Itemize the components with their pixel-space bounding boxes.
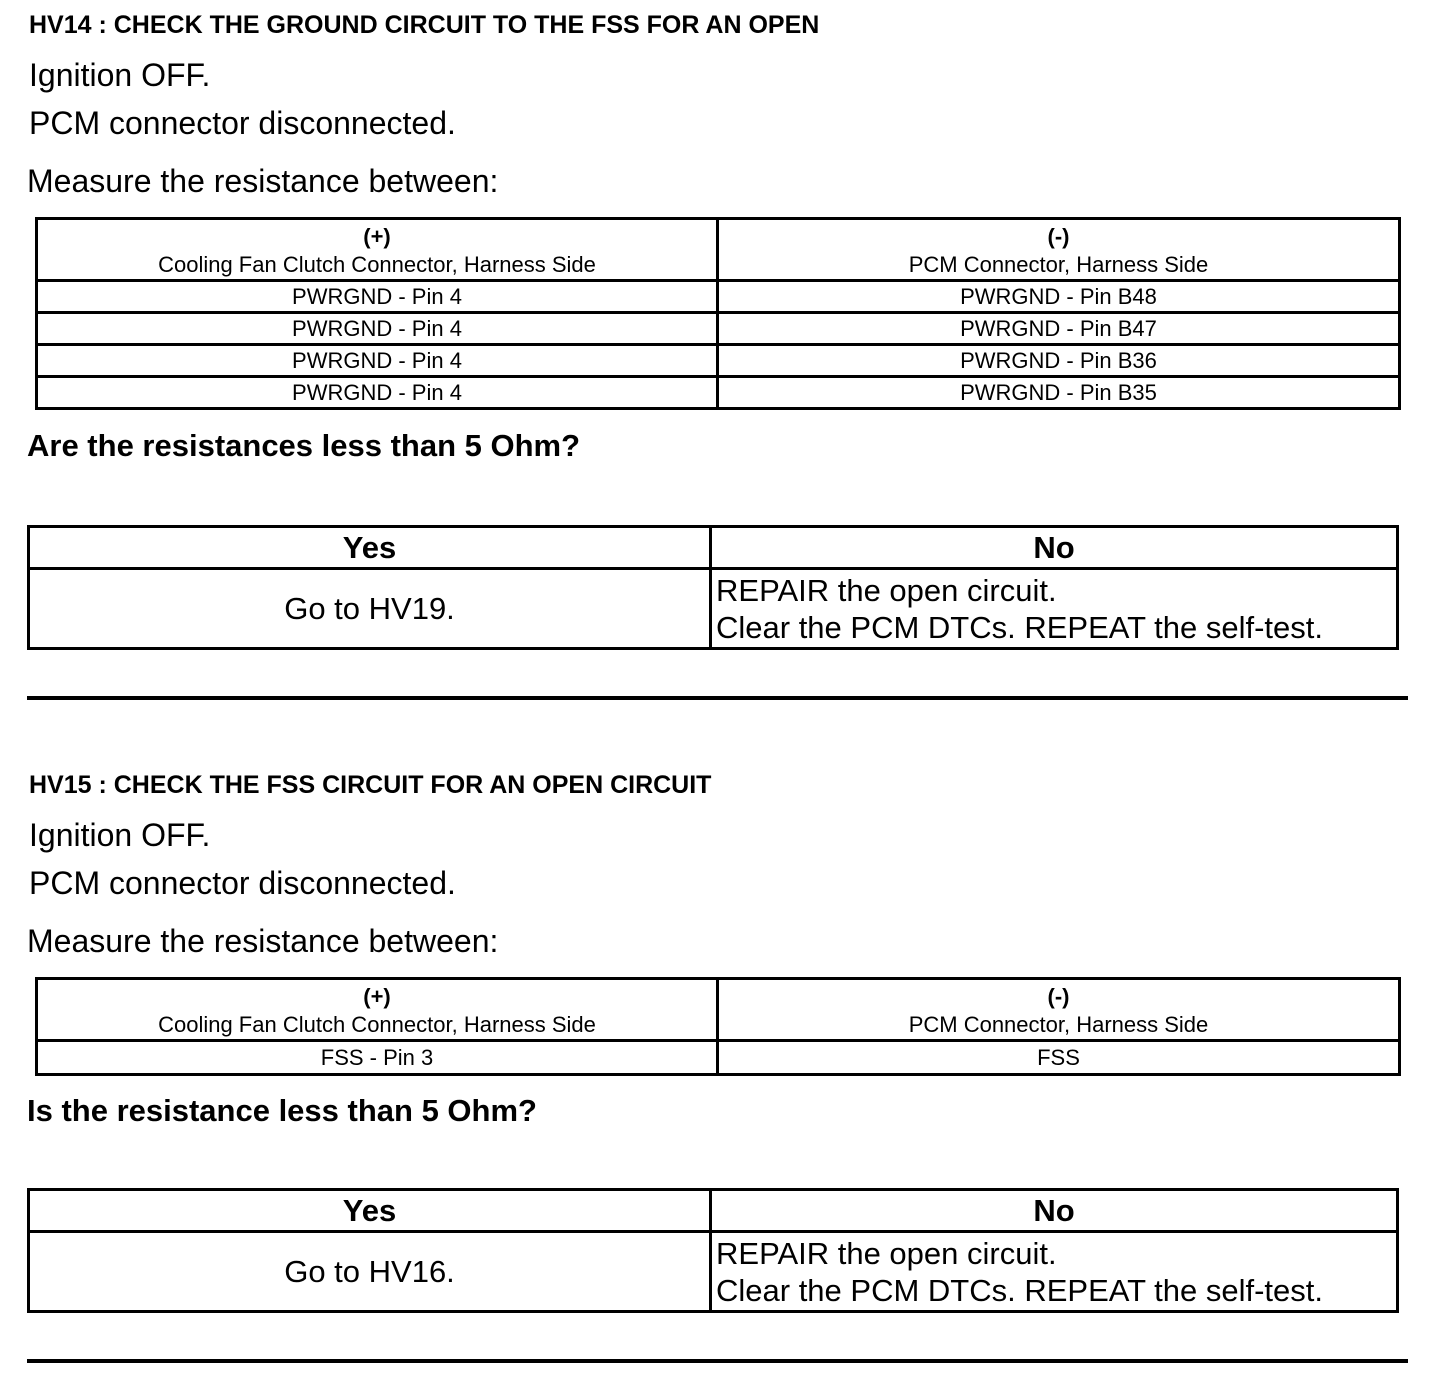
hv15-result-table: [27, 1188, 1399, 1313]
hv15-instruction: Measure the resistance between:: [27, 923, 499, 959]
no-action: [711, 569, 1398, 649]
hv15-measure-table: [35, 977, 1401, 1076]
yes-header: Yes: [29, 527, 711, 569]
positive-pin-cell: PWRGND - Pin 4: [37, 377, 718, 409]
result-header-row: [29, 527, 1398, 569]
positive-probe-label: Cooling Fan Clutch Connector, Harness Side: [158, 1011, 596, 1037]
positive-pin-cell: FSS - Pin 3: [37, 1041, 718, 1075]
negative-pin-cell: PWRGND - Pin B48: [718, 281, 1400, 313]
positive-probe-header: [37, 219, 718, 281]
positive-probe-header: [37, 979, 718, 1041]
table-row: [37, 377, 1400, 409]
positive-pin-cell: PWRGND - Pin 4: [37, 313, 718, 345]
no-action-line: Clear the PCM DTCs. REPEAT the self-test.: [716, 609, 1323, 645]
table-row: [37, 1041, 1400, 1075]
hv14-measure-table: [35, 217, 1401, 410]
negative-sign: (-): [1047, 983, 1070, 1009]
yes-action: Go to HV19.: [29, 569, 711, 649]
positive-probe-label: Cooling Fan Clutch Connector, Harness Side: [158, 251, 596, 277]
hv14-question: Are the resistances less than 5 Ohm?: [27, 428, 581, 463]
no-action-line: REPAIR the open circuit.: [716, 1235, 1057, 1271]
positive-pin-cell: PWRGND - Pin 4: [37, 281, 718, 313]
hv14-title: HV14 : CHECK THE GROUND CIRCUIT TO THE FSS FOR AN OPEN: [29, 11, 820, 39]
negative-probe-header: [718, 219, 1400, 281]
hv14-step-pcm: PCM connector disconnected.: [29, 105, 456, 141]
negative-pin-cell: PWRGND - Pin B35: [718, 377, 1400, 409]
hv15-step-ignition: Ignition OFF.: [29, 817, 211, 853]
section-divider: [27, 1359, 1408, 1363]
hv14-instruction: Measure the resistance between:: [27, 163, 499, 199]
positive-sign: (+): [363, 983, 391, 1009]
no-action: [711, 1232, 1398, 1312]
table-row: [37, 345, 1400, 377]
negative-pin-cell: FSS: [718, 1041, 1400, 1075]
no-header: No: [711, 1190, 1398, 1232]
result-header-row: [29, 1190, 1398, 1232]
no-action-line: REPAIR the open circuit.: [716, 572, 1057, 608]
table-row: [37, 313, 1400, 345]
no-action-line: Clear the PCM DTCs. REPEAT the self-test.: [716, 1272, 1323, 1308]
negative-probe-label: PCM Connector, Harness Side: [908, 1011, 1209, 1037]
negative-sign: (-): [1047, 223, 1070, 249]
yes-action: Go to HV16.: [29, 1232, 711, 1312]
negative-probe-header: [718, 979, 1400, 1041]
result-action-row: [29, 569, 1398, 649]
table-row: [37, 281, 1400, 313]
hv14-step-ignition: Ignition OFF.: [29, 57, 211, 93]
measure-header-row: [37, 979, 1400, 1041]
result-action-row: [29, 1232, 1398, 1312]
positive-pin-cell: PWRGND - Pin 4: [37, 345, 718, 377]
positive-sign: (+): [363, 223, 391, 249]
hv14-result-table: [27, 525, 1399, 650]
measure-header-row: [37, 219, 1400, 281]
yes-header: Yes: [29, 1190, 711, 1232]
no-header: No: [711, 527, 1398, 569]
hv15-title: HV15 : CHECK THE FSS CIRCUIT FOR AN OPEN CIRCUIT: [29, 771, 712, 799]
negative-pin-cell: PWRGND - Pin B36: [718, 345, 1400, 377]
hv15-step-pcm: PCM connector disconnected.: [29, 865, 456, 901]
negative-probe-label: PCM Connector, Harness Side: [908, 251, 1209, 277]
section-divider: [27, 696, 1408, 700]
hv15-question: Is the resistance less than 5 Ohm?: [27, 1093, 537, 1128]
negative-pin-cell: PWRGND - Pin B47: [718, 313, 1400, 345]
